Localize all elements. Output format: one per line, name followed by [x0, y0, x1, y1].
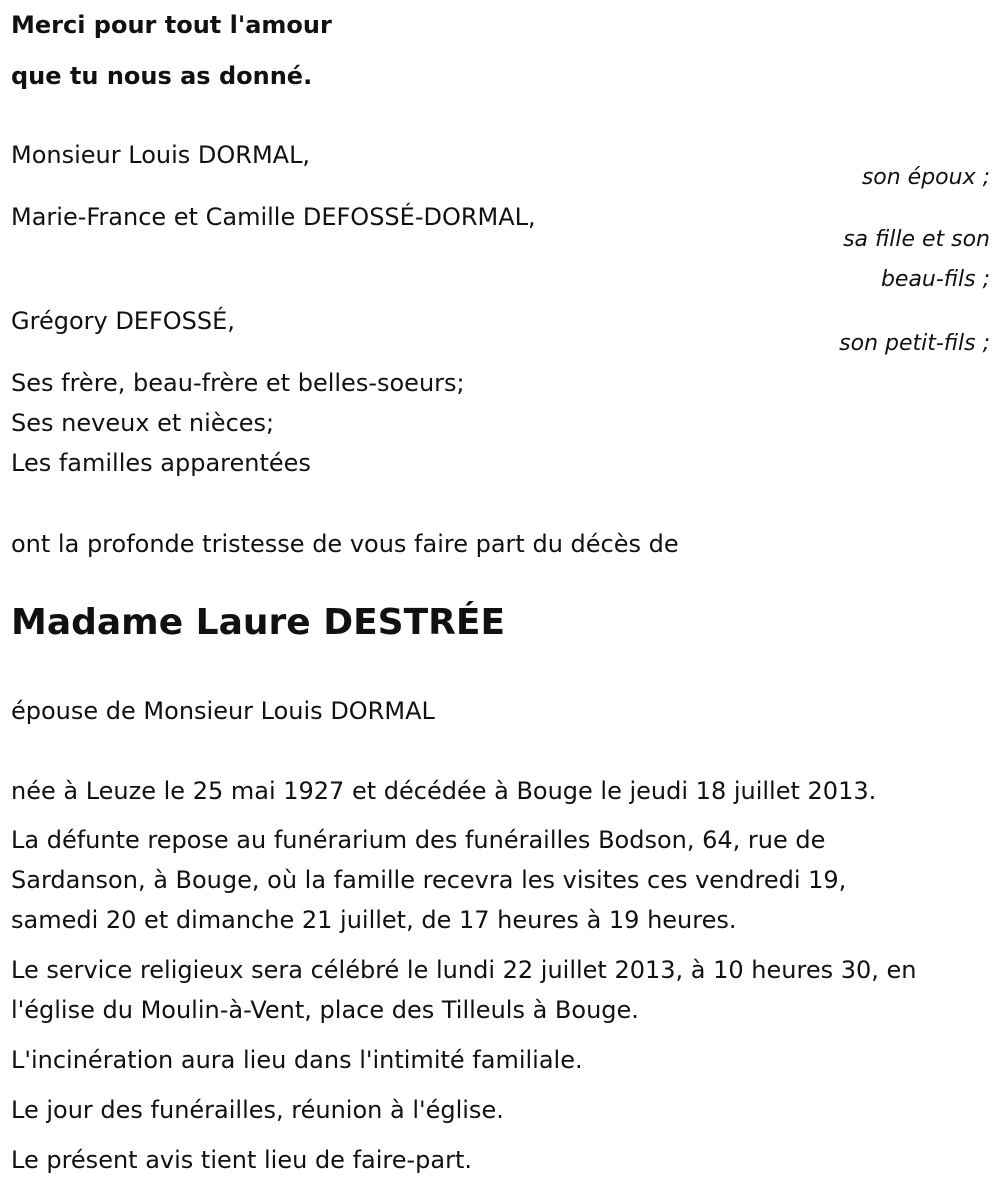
- family-member-grandson: Grégory DEFOSSÉ,: [11, 307, 235, 335]
- family-member-spouse: Monsieur Louis DORMAL,: [11, 141, 311, 169]
- header-line-1: Merci pour tout l'amour: [11, 11, 332, 39]
- visitation-line-1: La défunte repose au funérarium des funérailles Bodson, 64, rue de: [11, 826, 826, 854]
- family-member-daughter: Marie-France et Camille DEFOSSÉ-DORMAL,: [11, 203, 536, 231]
- service-line-1: Le service religieux sera célébré le lundi 22 juillet 2013, à 10 heures 30, en: [11, 956, 917, 984]
- reunion-notice: Le jour des funérailles, réunion à l'église.: [11, 1096, 504, 1124]
- deceased-name: Madame Laure DESTRÉE: [11, 602, 506, 643]
- relatives-line-3: Les familles apparentées: [11, 449, 311, 477]
- relation-spouse: son époux ;: [861, 165, 990, 190]
- announcement: ont la profonde tristesse de vous faire part du décès de: [11, 530, 679, 558]
- faire-part-notice: Le présent avis tient lieu de faire-part.: [11, 1146, 473, 1174]
- relation-daughter-line-2: beau-fils ;: [880, 267, 990, 292]
- deceased-spouse: épouse de Monsieur Louis DORMAL: [11, 697, 435, 725]
- relation-daughter-line-1: sa fille et son: [843, 227, 990, 252]
- service-line-2: l'église du Moulin-à-Vent, place des Tilleuls à Bouge.: [11, 996, 639, 1024]
- relatives-line-2: Ses neveux et nièces;: [11, 409, 275, 437]
- header-line-2: que tu nous as donné.: [11, 62, 313, 90]
- relation-grandson: son petit-fils ;: [839, 331, 990, 356]
- incineration-notice: L'incinération aura lieu dans l'intimité familiale.: [11, 1046, 583, 1074]
- visitation-line-2: Sardanson, à Bouge, où la famille recevra les visites ces vendredi 19,: [11, 866, 847, 894]
- relatives-line-1: Ses frère, beau-frère et belles-soeurs;: [11, 369, 465, 397]
- visitation-line-3: samedi 20 et dimanche 21 juillet, de 17 heures à 19 heures.: [11, 906, 737, 934]
- deceased-dates: née à Leuze le 25 mai 1927 et décédée à Bouge le jeudi 18 juillet 2013.: [11, 777, 877, 805]
